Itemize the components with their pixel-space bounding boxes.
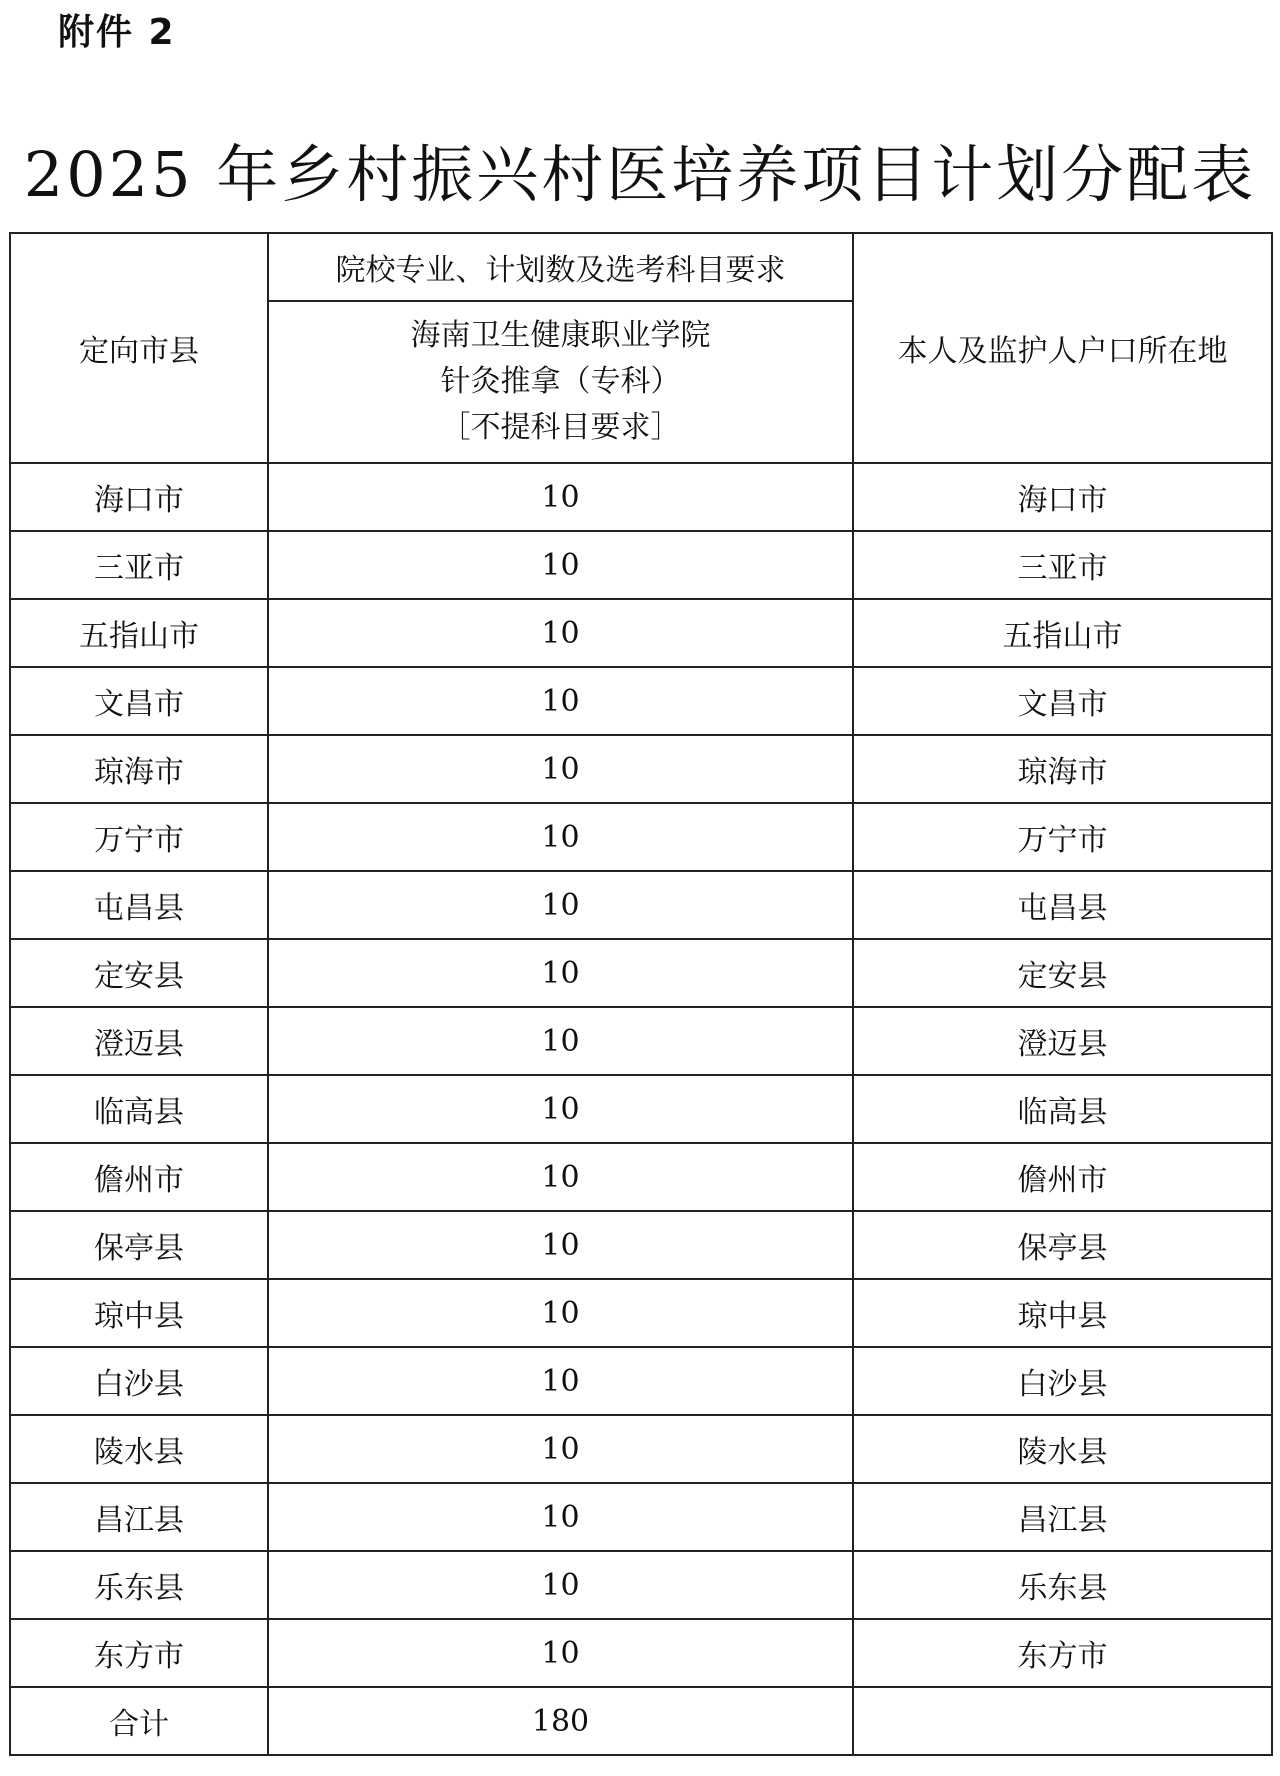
count-cell: 10 xyxy=(268,1211,853,1279)
city-cell: 保亭县 xyxy=(10,1211,268,1279)
count-cell: 10 xyxy=(268,939,853,1007)
city-cell: 陵水县 xyxy=(10,1415,268,1483)
city-cell: 三亚市 xyxy=(10,531,268,599)
city-cell: 琼海市 xyxy=(10,735,268,803)
count-cell: 10 xyxy=(268,1075,853,1143)
table-row xyxy=(10,463,1272,531)
count-cell: 10 xyxy=(268,1143,853,1211)
table-row xyxy=(10,1347,1272,1415)
city-cell: 定安县 xyxy=(10,939,268,1007)
residence-cell: 琼中县 xyxy=(853,1279,1272,1347)
count-cell: 10 xyxy=(268,667,853,735)
header-group: 院校专业、计划数及选考科目要求 xyxy=(268,233,853,301)
residence-cell: 临高县 xyxy=(853,1075,1272,1143)
total-label: 合计 xyxy=(10,1687,268,1755)
total-row xyxy=(10,1687,1272,1755)
count-cell: 10 xyxy=(268,599,853,667)
count-cell: 10 xyxy=(268,1551,853,1619)
header-city: 定向市县 xyxy=(10,233,268,463)
residence-cell: 陵水县 xyxy=(853,1415,1272,1483)
table-row xyxy=(10,531,1272,599)
residence-cell: 保亭县 xyxy=(853,1211,1272,1279)
table-row xyxy=(10,1007,1272,1075)
residence-cell: 屯昌县 xyxy=(853,871,1272,939)
major-name: 针灸推拿（专科） xyxy=(440,364,681,399)
subject-requirement: ［不提科目要求］ xyxy=(440,410,681,445)
residence-cell: 海口市 xyxy=(853,463,1272,531)
total-count: 180 xyxy=(268,1687,853,1755)
count-cell: 10 xyxy=(268,803,853,871)
city-cell: 海口市 xyxy=(10,463,268,531)
residence-cell: 澄迈县 xyxy=(853,1007,1272,1075)
residence-cell: 乐东县 xyxy=(853,1551,1272,1619)
table-row xyxy=(10,667,1272,735)
table-row xyxy=(10,939,1272,1007)
city-cell: 澄迈县 xyxy=(10,1007,268,1075)
city-cell: 儋州市 xyxy=(10,1143,268,1211)
table-row xyxy=(10,1483,1272,1551)
residence-cell: 白沙县 xyxy=(853,1347,1272,1415)
count-cell: 10 xyxy=(268,1619,853,1687)
table-row xyxy=(10,1619,1272,1687)
allocation-table xyxy=(9,232,1273,1756)
residence-cell: 昌江县 xyxy=(853,1483,1272,1551)
header-residence: 本人及监护人户口所在地 xyxy=(853,233,1272,463)
city-cell: 临高县 xyxy=(10,1075,268,1143)
count-cell: 10 xyxy=(268,735,853,803)
table-row xyxy=(10,1551,1272,1619)
table-row xyxy=(10,1075,1272,1143)
table-row xyxy=(10,735,1272,803)
city-cell: 文昌市 xyxy=(10,667,268,735)
residence-cell: 定安县 xyxy=(853,939,1272,1007)
count-cell: 10 xyxy=(268,1007,853,1075)
count-cell: 10 xyxy=(268,531,853,599)
residence-cell: 五指山市 xyxy=(853,599,1272,667)
count-cell: 10 xyxy=(268,1483,853,1551)
residence-cell: 文昌市 xyxy=(853,667,1272,735)
count-cell: 10 xyxy=(268,1415,853,1483)
total-residence xyxy=(853,1687,1272,1755)
count-cell: 10 xyxy=(268,1279,853,1347)
school-name: 海南卫生健康职业学院 xyxy=(410,318,711,353)
attachment-label: 附件 2 xyxy=(58,12,176,53)
header-school-cell xyxy=(268,301,853,463)
count-cell: 10 xyxy=(268,1347,853,1415)
page-title: 2025 年乡村振兴村医培养项目计划分配表 xyxy=(23,138,1257,211)
city-cell: 乐东县 xyxy=(10,1551,268,1619)
table-row xyxy=(10,1211,1272,1279)
table-row xyxy=(10,1279,1272,1347)
table-row xyxy=(10,599,1272,667)
table-row xyxy=(10,871,1272,939)
residence-cell: 三亚市 xyxy=(853,531,1272,599)
table-row xyxy=(10,803,1272,871)
city-cell: 屯昌县 xyxy=(10,871,268,939)
city-cell: 昌江县 xyxy=(10,1483,268,1551)
city-cell: 五指山市 xyxy=(10,599,268,667)
header-row xyxy=(10,233,1272,301)
residence-cell: 琼海市 xyxy=(853,735,1272,803)
city-cell: 白沙县 xyxy=(10,1347,268,1415)
city-cell: 东方市 xyxy=(10,1619,268,1687)
residence-cell: 万宁市 xyxy=(853,803,1272,871)
count-cell: 10 xyxy=(268,463,853,531)
count-cell: 10 xyxy=(268,871,853,939)
residence-cell: 儋州市 xyxy=(853,1143,1272,1211)
residence-cell: 东方市 xyxy=(853,1619,1272,1687)
table-row xyxy=(10,1415,1272,1483)
city-cell: 万宁市 xyxy=(10,803,268,871)
table-row xyxy=(10,1143,1272,1211)
city-cell: 琼中县 xyxy=(10,1279,268,1347)
